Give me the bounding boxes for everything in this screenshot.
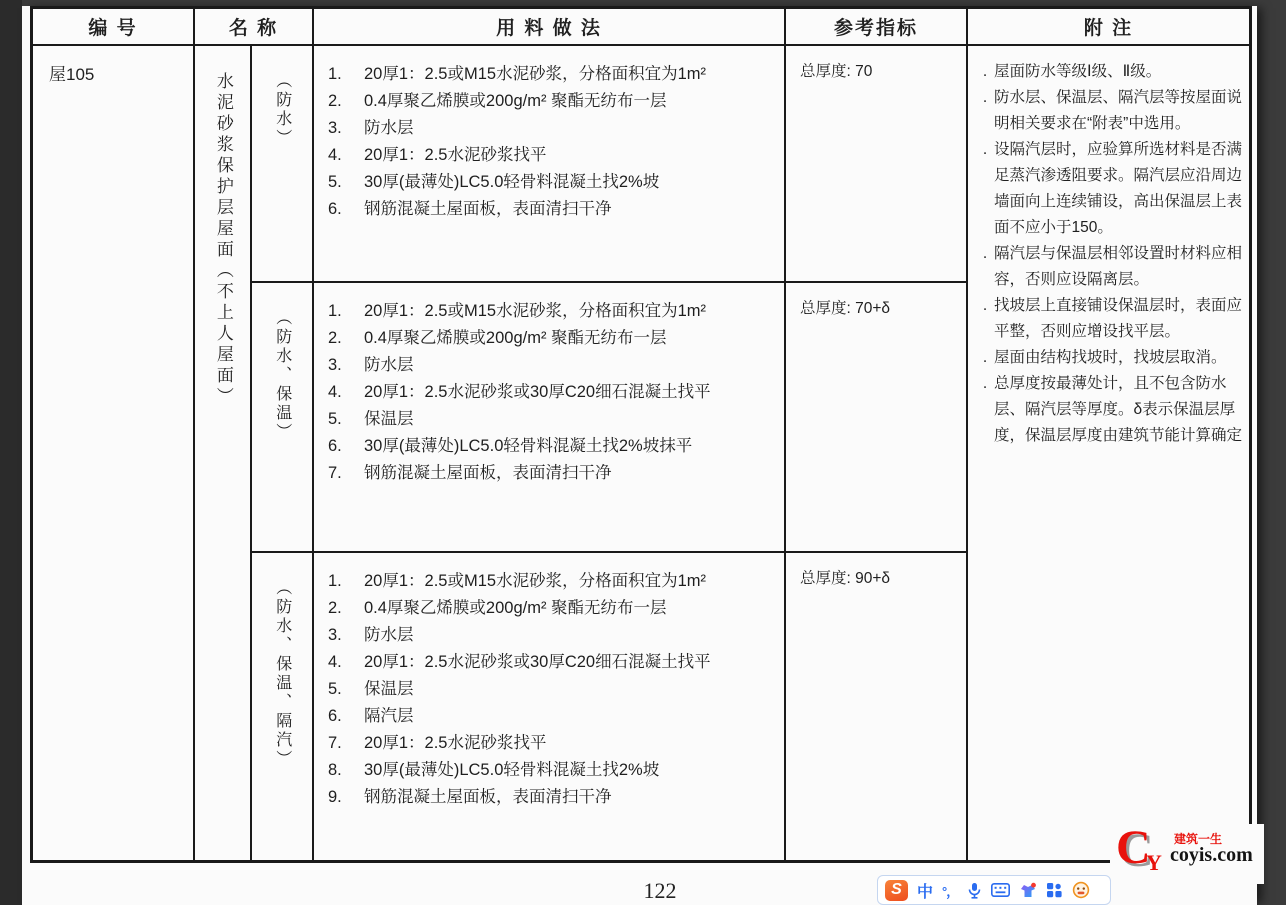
note-item: . 找坡层上直接铺设保温层时，表面应平整，否则应增设找平层。 [982,297,1243,340]
variant-label-waterproof-insulation: （防水、保温） [252,283,312,551]
page-number: 122 [643,878,677,903]
material-item: 7. 钢筋混凝土屋面板，表面清扫干净 [328,464,612,482]
header-number: 编 号 [33,9,193,44]
material-item: 2. 0.4厚聚乙烯膜或200g/m² 聚酯无纺布一层 [328,599,667,617]
header-reference: 参考指标 [786,9,966,44]
microphone-icon[interactable] [967,882,982,899]
watermark-y-glyph: Y [1146,850,1162,875]
material-item: 2. 0.4厚聚乙烯膜或200g/m² 聚酯无纺布一层 [328,92,667,110]
materials-list-1 [314,46,784,281]
ime-punctuation-button[interactable]: °， [942,883,959,899]
header-name: 名 称 [195,9,312,44]
roof-name-vertical-text: 水泥砂浆保护层屋面（不上人屋面） [213,72,233,408]
material-item: 4. 20厚1：2.5水泥砂浆或30厚C20细石混凝土找平 [328,653,711,671]
ime-toolbar[interactable] [877,875,1111,905]
note-item: . 设隔汽层时，应验算所选材料是否满足蒸汽渗透阻要求。隔汽层应沿周边墙面向上连续铺设，高出保温层上表面不应小于150。 [982,141,1243,236]
watermark-c-glyph: C [1116,821,1151,874]
watermark-site-text: coyis.com [1170,844,1253,866]
note-item: . 总厚度按最薄处计，且不包含防水层、隔汽层等厚度。δ表示保温层厚度，保温层厚度由建筑节能计算确定 [982,375,1243,444]
variant-label-waterproof: （防水） [252,46,312,281]
watermark-logo [1110,821,1264,884]
indicator-2: 总厚度: 70+δ [786,283,966,551]
viewer-dark-margin [0,0,22,905]
toolbox-grid-icon[interactable] [1046,882,1063,898]
roof-id: 屋105 [33,46,193,860]
material-item: 3. 防水层 [328,356,414,374]
material-item: 1. 20厚1：2.5或M15水泥砂浆，分格面积宜为1m² [328,65,706,83]
indicator-1: 总厚度: 70 [786,46,966,281]
material-item: 5. 保温层 [328,680,414,698]
material-item: 2. 0.4厚聚乙烯膜或200g/m² 聚酯无纺布一层 [328,329,667,347]
roof-name-cell [195,46,250,860]
material-item: 6. 隔汽层 [328,707,414,725]
material-item: 6. 30厚(最薄处)LC5.0轻骨料混凝土找2%坡抹平 [328,437,693,455]
notes-list [968,46,1249,860]
watermark-brand-text: 建筑一生 [1174,832,1223,846]
keyboard-icon[interactable] [991,883,1010,897]
material-item: 3. 防水层 [328,119,414,137]
material-item: 8. 30厚(最薄处)LC5.0轻骨料混凝土找2%坡 [328,761,660,779]
material-item: 5. 30厚(最薄处)LC5.0轻骨料混凝土找2%坡 [328,173,660,191]
header-materials: 用 料 做 法 [314,9,784,44]
note-item: . 屋面由结构找坡时，找坡层取消。 [982,349,1227,366]
header-notes: 附 注 [968,9,1249,44]
material-item: 9. 钢筋混凝土屋面板，表面清扫干净 [328,788,612,806]
note-item: . 屋面防水等级Ⅰ级、Ⅱ级。 [982,63,1162,80]
materials-list-3 [314,553,784,860]
variant-label-waterproof-insulation-vapour: （防水、保温、隔汽） [252,553,312,860]
document-page [22,6,1257,905]
materials-list-2 [314,283,784,551]
material-item: 4. 20厚1：2.5水泥砂浆或30厚C20细石混凝土找平 [328,383,711,401]
material-item: 6. 钢筋混凝土屋面板，表面清扫干净 [328,200,612,218]
material-item: 5. 保温层 [328,410,414,428]
material-item: 1. 20厚1：2.5或M15水泥砂浆，分格面积宜为1m² [328,302,706,320]
emoji-face-icon[interactable] [1072,881,1090,899]
material-item: 3. 防水层 [328,626,414,644]
material-item: 1. 20厚1：2.5或M15水泥砂浆，分格面积宜为1m² [328,572,706,590]
indicator-3: 总厚度: 90+δ [786,553,966,860]
material-item: 4. 20厚1：2.5水泥砂浆找平 [328,146,547,164]
note-item: . 防水层、保温层、隔汽层等按屋面说明相关要求在“附表”中选用。 [982,89,1243,132]
ime-chinese-mode-button[interactable]: 中 [917,883,934,901]
material-item: 7. 20厚1：2.5水泥砂浆找平 [328,734,547,752]
ime-sogou-logo-icon[interactable]: S [885,880,908,901]
note-item: . 隔汽层与保温层相邻设置时材料应相容，否则应设隔离层。 [982,245,1243,288]
skin-wardrobe-icon[interactable] [1019,882,1037,899]
spec-table [30,6,1252,863]
